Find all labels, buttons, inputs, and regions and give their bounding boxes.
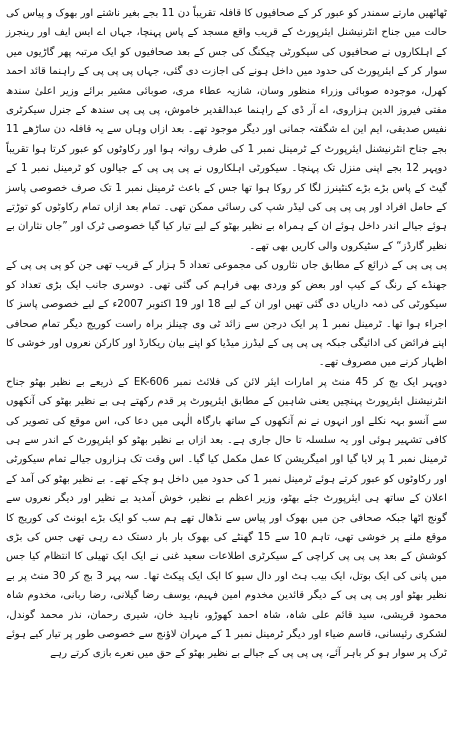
paragraph-1: ٹھاٹھیں مارتے سمندر کو عبور کر کے صحافیوں کا قافلہ تقریباً دن 11 بجے بغیر ناشتے اور بھوک و پیاس کی حالت میں جناح انٹرنیشنل ایئرپورٹ کے قریب واقع مسجد کے پاس پہنچا، جہاں اے ایس ایف اور رینجرز کے اہلکاروں نے صحافیوں کی سیکورٹی چیکنگ کی جس کے بعد صحافیوں کو ایک مرتبہ پھر گاڑیوں میں سوار کر کے ایئرپورٹ کی حدود میں داخل ہونے کی اجازت دی گئی، جہاں پی پی پی کے راہنما قائد احمد کھرل، موجودہ صوبائی وزراء منظور وسان، شازیہ عطاء مری، صوبائی مشیر برائے وزیر اعلیٰ سندھ مفتی فیروز الدین ہزاروی، اے آر ڈی کے راہنما عبدالقدیر خاموش، پی پی پی سندھ کے جنرل سیکرٹری نفیس صدیقی، ایم این اے شگفتہ جمانی اور دیگر موجود تھے۔ بعد ازاں وہاں سے یہ قافلہ دن ساڑھے 11 بجے جناح انٹرنیشنل ایئرپورٹ کے ٹرمینل نمبر 1 کی طرف روانہ ہوا اور رکاوٹوں کو عبور کرتا ہوا تقریباً دوپہر 12 بجے اپنی منزل تک پہنچا۔ سیکورٹی اہلکاروں نے پی پی پی کے جیالوں کو ٹرمینل نمبر 1 کے گیٹ کے پاس بڑے بڑے کنٹینرز لگا کر روکا ہوا تھا جس کے باعث ٹرمینل نمبر 1 تک صرف خصوصی پاسز کے حامل افراد اور پی پی پی کی لیڈر شپ کی رسائی ممکن تھی۔ تمام بعد ازاں تمام رکاوٹوں کو توڑتے ہوئے جیالے اندر داخل ہوئے ان کے ہمراہ بے نظیر بھٹو کے لیے تیار کیا گیا خصوصی ٹرک اور ”جاں نثاران بے نظیر گارڈز“ کے سٹیکروں والی کاریں بھی تھے۔: [6, 8, 448, 252]
paragraph-2: پی پی پی کے ذرائع کے مطابق جاں نثاروں کی مجموعی تعداد 5 ہزار کے قریب تھی جن کو پی پی پی کے جھنڈے کے رنگ کے کیپ اور بعض کو وردی بھی فراہم کی گئی تھی۔ دوسری جانب ایک بڑی تعداد کو سیکورٹی کی ذمہ داریاں دی گئی تھیں اور ان کے لیے 18 اور 19 اکتوبر 2007ء کے لیے خصوصی پاسز کا اجراء ہوا تھا۔ ٹرمینل نمبر 1 پر ایک درجن سے زائد ٹی وی چینلز براہ راست کوریج دیگر تمام صحافی اپنے فرائض کی ادائیگی جبکہ پی پی پی کے لیڈرز میڈیا کو اپنے بیان ریکارڈ اور کارکن نعروں اور خوشی کا اظہار کرنے میں مصروف تھے۔: [6, 260, 447, 369]
paragraph-3: دوپہر ایک بج کر 45 منٹ پر امارات ایئر لائن کی فلائٹ نمبر EK-606 کے ذریعے بے نظیر بھٹو جناح انٹرنیشنل ایئرپورٹ پہنچیں یعنی شاہین کے مطابق ایئرپورٹ پر قدم رکھتے ہی بے نظیر بھٹو کی آنکھوں سے آنسو بہہ نکلے اور انہوں نے نم آنکھوں کے ساتھ بارگاہ الٰہی میں دعا کی، اس موقع کی تصویر کی کافی تشہیر ہوئی اور یہ سلسلہ تا حال جاری ہے۔ بعد ازاں بے نظیر بھٹو کو ایئرپورٹ کے اندر سے ہی ٹرمینل نمبر 1 پر لایا گیا اور امیگریشن کا عمل مکمل کیا گیا۔ اس وقت تک ہزاروں جیالے تمام سیکورٹی اور رکاوٹوں کو عبور کرتے ہوئے ٹرمینل نمبر 1 کی حدود میں داخل ہو چکے تھے۔ بے نظیر بھٹو کی آمد کے اعلان کے ساتھ ہی ایئرپورٹ جئے بھٹو، وزیر اعظم بے نظیر، خوش آمدید بے نظیر اور دیگر نعروں سے گونج اٹھا جبکہ صحافی جن میں بھوک اور پیاس سے نڈھال تھے ہم سب کو ایک بڑے ایونٹ کی کوریج کا موقع ملنے پر خوشی تھی، تاہم 10 سے 15 گھنٹے کی بھوک بار بار دستک دے رہی تھی جس کی بڑی کوشش کے بعد پی پی پی کراچی کے سیکرٹری اطلاعات سعید غنی نے ایک ایک تھیلی کا انتظام کیا جس میں پانی کی ایک بوتل، ایک بیب ہٹ اور دال سیو کا ایک ایک پیکٹ تھا۔ سہ پہر 3 بج کر 30 منٹ پر بے نظیر بھٹو اور پی پی پی کے دیگر قائدین مخدوم امین فہیم، یوسف رضا گیلانی، رضا ربانی، مخدوم شاہ محمود قریشی، سید قائم علی شاہ، شاہ احمد کھوڑو، ناہید خان، شیری رحمان، نذر محمد گوندل، لشکری رئیسانی، قاسم ضیاء اور دیگر ٹرمینل نمبر 1 کے مہران لاؤنج سے خصوصی طور پر تیار کیے ہوئے ٹرک پر سوار ہو کر باہر آئے، پی پی پی کے جیالے بے نظیر بھٹو کے حق میں نعرے بازی کرتے رہے: [6, 376, 447, 660]
